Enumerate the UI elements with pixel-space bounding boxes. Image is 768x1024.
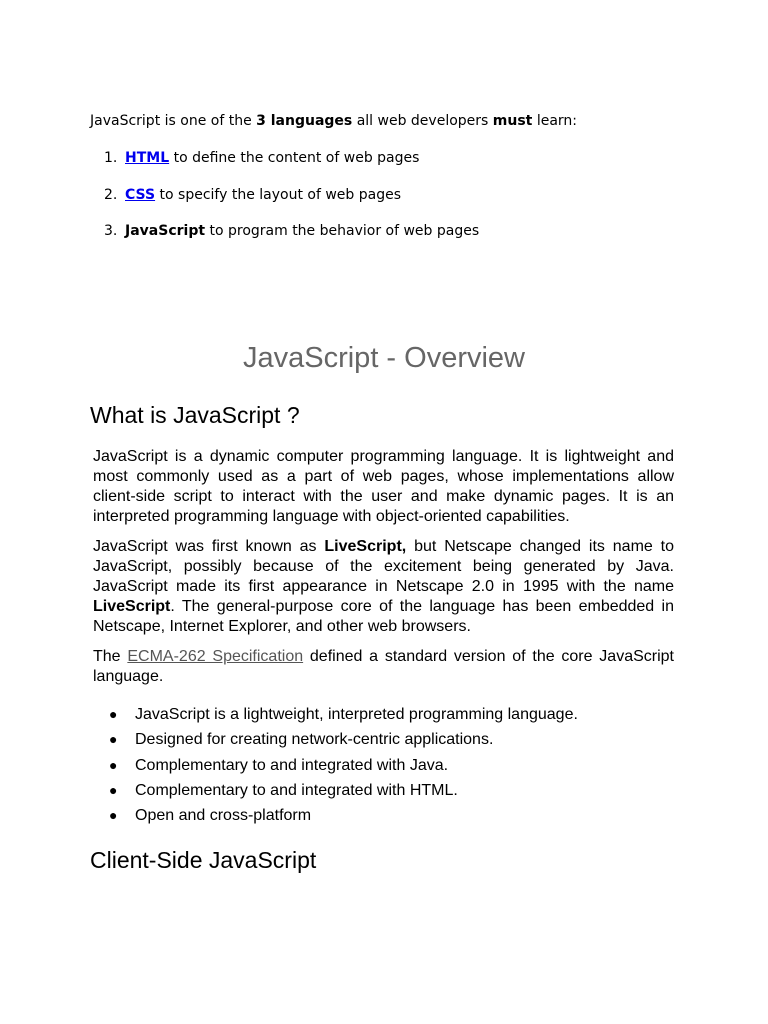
list-item — [109, 729, 578, 754]
list-item-html — [104, 149, 419, 167]
list-item-text: to define the content of web pages — [169, 150, 420, 166]
html-link[interactable]: HTML — [125, 150, 170, 166]
list-item — [109, 805, 578, 830]
paragraph-definition: JavaScript is a dynamic computer programming language. It is lightweight and most commonly used as a part of web pages, whose implementations allow client-side script to interact with the user and make dynamic pages. It is an interpreted programming language with object-oriented capabilities. — [93, 448, 674, 525]
para2-bold-livescript: LiveScript, — [324, 538, 407, 555]
para3-text-b: defined a standard version of the core JavaScript language. — [93, 648, 674, 685]
client-side-heading: Client-Side JavaScript — [90, 847, 317, 873]
list-item — [109, 704, 578, 729]
paragraph-history — [93, 537, 674, 637]
para2-text-e: . The general-purpose core of the language has been embedded in Netscape, Internet Explorer, and other web browsers. — [93, 598, 674, 635]
list-item — [109, 780, 578, 805]
intro-section — [90, 112, 690, 239]
list-item — [109, 755, 578, 780]
list-item-bold: JavaScript — [125, 223, 206, 239]
list-item-text: to specify the layout of web pages — [155, 187, 401, 203]
bullet-text: Designed for creating network-centric applications. — [135, 731, 494, 749]
paragraph-ecma — [93, 647, 674, 687]
page-title: JavaScript - Overview — [242, 342, 525, 374]
list-number: 3. — [104, 223, 118, 239]
bullet-icon: ● — [109, 756, 118, 773]
intro-sentence — [90, 112, 690, 130]
intro-bold-must: must — [492, 113, 533, 129]
para2-text-c: but Netscape changed its name to JavaScript, possibly because of the excitement being generated by Java. JavaScript made its first appearance in Netscape 2.0 in 1995 with the name — [93, 538, 675, 595]
bullet-icon: ● — [109, 731, 118, 748]
bullet-icon: ● — [109, 781, 118, 798]
bullet-text: Open and cross-platform — [135, 807, 312, 825]
css-link[interactable]: CSS — [125, 187, 156, 203]
para2-text-a: JavaScript was first known as — [93, 538, 325, 555]
ecma-spec-link[interactable]: ECMA-262 Specification — [127, 648, 304, 665]
intro-bold-languages: 3 languages — [256, 113, 353, 129]
intro-text-after: learn: — [532, 113, 578, 129]
list-item-text: to program the behavior of web pages — [205, 223, 480, 239]
bullet-text: JavaScript is a lightweight, interpreted programming language. — [135, 706, 578, 723]
bullet-text: Complementary to and integrated with Java. — [135, 756, 449, 774]
intro-text-before: JavaScript is one of the — [90, 113, 257, 129]
bullet-icon: ● — [109, 706, 118, 722]
list-item-javascript — [104, 222, 479, 240]
bullet-icon: ● — [109, 807, 118, 824]
para3-text-a: The — [93, 648, 128, 665]
bullet-text: Complementary to and integrated with HTML. — [135, 781, 458, 799]
list-number: 1. — [104, 150, 118, 166]
list-number: 2. — [104, 187, 118, 203]
intro-text-middle: all web developers — [352, 113, 493, 129]
list-item-css — [104, 186, 401, 204]
features-list — [109, 704, 578, 830]
para2-bold-livescript-2: LiveScript — [93, 598, 171, 615]
what-is-heading: What is JavaScript ? — [90, 402, 300, 428]
